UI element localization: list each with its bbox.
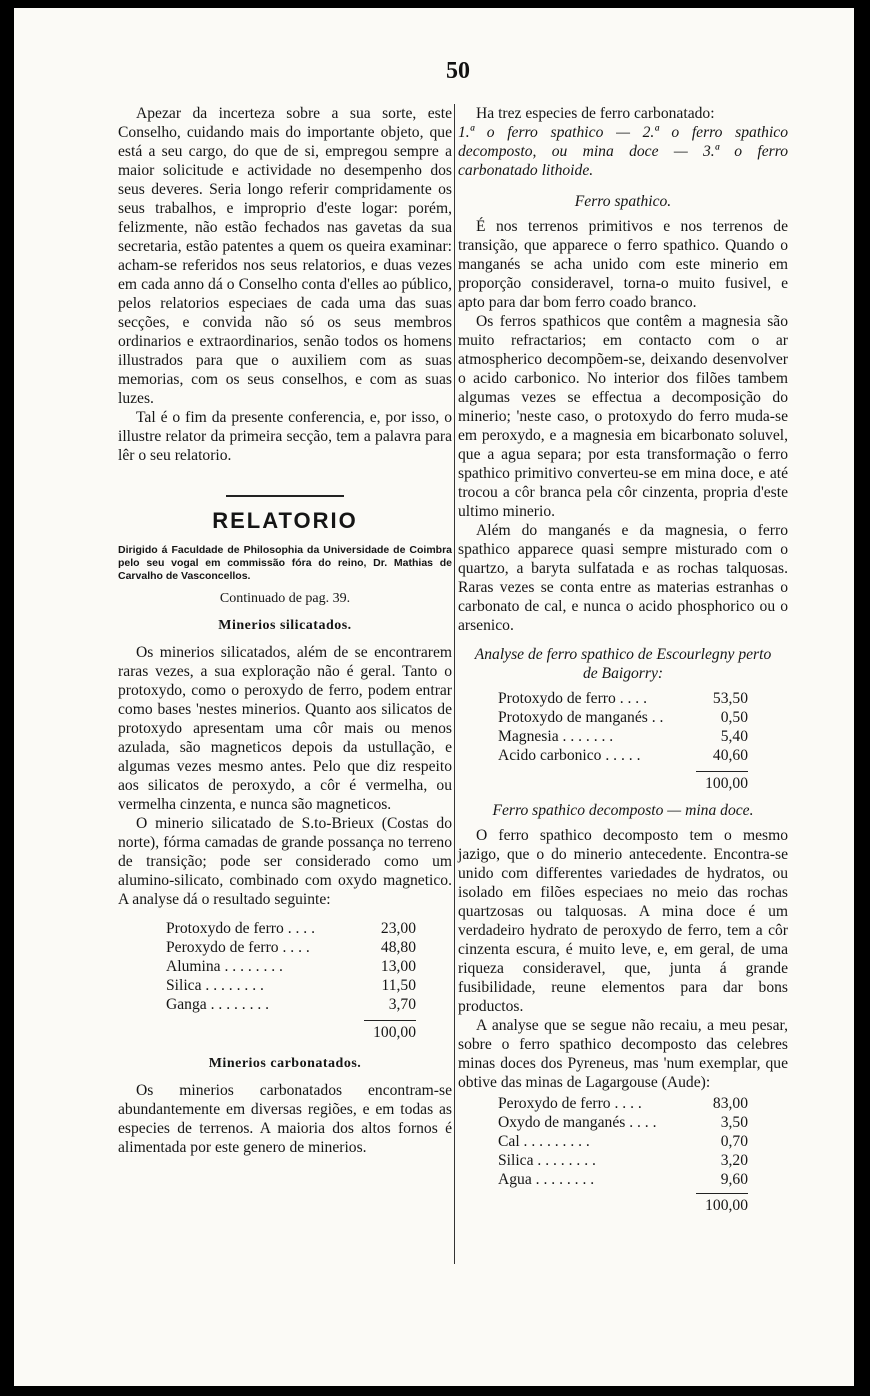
total-rule [696,1193,748,1194]
paragraph: Ha trez especies de ferro carbonatado: [476,105,715,122]
page [14,8,854,1386]
table-row: Protoxydo de ferro . . . . 53,50 [498,690,748,707]
table-row: Silica . . . . . . . . 11,50 [166,977,416,994]
analysis-total: 100,00 [373,1024,416,1041]
analysis-total: 100,00 [705,775,748,792]
paragraph: Os minerios carbonatados encontram-se abundantemente em diversas regiões, e em todas as especies de terrenos. A maioria dos altos fornos é alimentada por este genero de minerios. [118,1082,452,1156]
dirigido-note: Dirigido á Faculdade de Philosophia da Universidade de Coimbra pelo seu vogal em commissão fóra do reino, Dr. Mathias de Carvalho de Vasconcellos. [118,544,452,582]
section-heading-silicatados: Minerios silicatados. [218,618,352,633]
table-row: Protoxydo de ferro . . . . 23,00 [166,920,416,937]
table-row: Alumina . . . . . . . . 13,00 [166,958,416,975]
analysis-table-silicatado [166,919,416,1014]
left-column [118,104,452,1157]
table-row: Ganga . . . . . . . . 3,70 [166,996,416,1013]
paragraph: O ferro spathico decomposto tem o mesmo jazigo, que o do minerio antecedente. Encontra-se unido com differentes variedades de hydratos, ou isolado em filões especiaes no meio das rochas quartzosas ou talquosas. A mina doce é um verdadeiro hydrato de peroxydo de ferro, tem a côr cinzenta escura, é muito leve, e, em geral, de uma riqueza consideravel, que, junta á grande fusibilidade, reune elementos para dar bons productos. [458,827,788,1015]
table-row: Peroxydo de ferro . . . . 83,00 [498,1095,748,1112]
right-column [458,104,788,1215]
table-row: Protoxydo de manganés . . 0,50 [498,709,748,726]
table-row: Silica . . . . . . . . 3,20 [498,1152,748,1169]
paragraph: Os ferros spathicos que contêm a magnesia são muito refractarios; em contacto com o ar atmospherico decompõem-se, deixando desenvolver o acido carbonico. No interior dos filões tambem algumas vezes se effectua a decomposição do minerio; 'neste caso, o protoxydo do ferro muda-se em peroxydo, e a magnesia em bicarbonato soluvel, que a agua separa; por esta transformação o ferro spathico primitivo converteu-se em mina doce, e até trocou a côr branca pela côr cinzenta, propria d'este ultimo minerio. [458,313,788,520]
analysis-title-escourlegny: Analyse de ferro spathico de Escourlegny perto de Baigorry: [474,646,772,682]
separator-rule [226,495,344,497]
paragraph: A analyse que se segue não recaiu, a meu pesar, sobre o ferro spathico decomposto das celebres minas doces dos Pyreneus, mas 'num exemplar, que obtive das minas de Lagargouse (Aude): [458,1017,788,1091]
paragraph: Além do manganés e da magnesia, o ferro spathico apparece quasi sempre misturado com o quartzo, a baryta sulfatada e as rochas talquosas. Raras vezes se conta entre as materias estranhas o carbonato de cal, e nunca o acido phosphorico ou o arsenico. [458,522,788,634]
paragraph: Tal é o fim da presente conferencia, e, por isso, o illustre relator da primeira secção, tem a palavra para lêr o seu relatorio. [118,409,452,464]
total-rule [696,771,748,772]
page-number: 50 [446,58,470,84]
section-heading-carbonatados: Minerios carbonatados. [208,1056,362,1071]
heading-ferro-spathico: Ferro spathico. [574,193,672,210]
column-divider [454,104,455,1264]
table-row: Oxydo de manganés . . . . 3,50 [498,1114,748,1131]
table-row: Magnesia . . . . . . . 5,40 [498,728,748,745]
relatorio-title: RELATORIO [212,508,358,533]
analysis-table-spathico [498,689,748,765]
continuado-note: Continuado de pag. 39. [219,591,351,606]
analysis-table-mina-doce [498,1094,748,1189]
table-row: Acido carbonico . . . . . 40,60 [498,747,748,764]
especies-list: 1.ª o ferro spathico — 2.ª o ferro spathico decomposto, ou mina doce — 3.ª o ferro carbonatado lithoide. [458,124,788,179]
paragraph: Os minerios silicatados, além de se encontrarem raras vezes, a sua exploração não é geral. Tanto o protoxydo, como o peroxydo de ferro, podem entrar como bases 'nestes minerios. Quanto aos silicatos de protoxydo apresentam uma côr mais ou menos azulada, são magneticos depois da ustullação, e algumas vezes mesmo antes. Pelo que diz respeito aos silicatos de peroxydo, a côr é vermelha, ou vermelha cinzenta, e nunca são magneticos. [118,644,452,813]
total-rule [364,1020,416,1021]
table-row: Peroxydo de ferro . . . . 48,80 [166,939,416,956]
heading-mina-doce: Ferro spathico decomposto — mina doce. [492,802,754,819]
table-row: Cal . . . . . . . . . 0,70 [498,1133,748,1150]
paragraph: É nos terrenos primitivos e nos terrenos de transição, que apparece o ferro spathico. Quando o manganés se acha unido com este minerio em proporção consideravel, torna-o muito fusivel, e apto para dar bom ferro coado branco. [458,218,788,311]
paragraph: Apezar da incerteza sobre a sua sorte, este Conselho, cuidando mais do importante objeto, que está a seu cargo, do que de si, empregou sempre a maior solicitude e actividade no desempenho dos seus deveres. Seria longo referir compridamente os seus trabalhos, e improprio d'este logar: porém, felizmente, não estão fechados nas gavetas da sua secretaria, estão patentes a quem os queira examinar: acham-se referidos nos seus relatorios, e duas vezes em cada anno dá o Conselho conta d'elles ao público, pelos relatorios especiaes de cada uma das suas secções, e convida não só os seus membros ordinarios e extraordinarios, senão todos os homens illustrados para que o auxiliem com as suas memorias, com os seus conselhos, e com as suas luzes. [118,105,452,407]
table-row: Agua . . . . . . . . 9,60 [498,1171,748,1188]
analysis-total: 100,00 [705,1197,748,1214]
paragraph: O minerio silicatado de S.to-Brieux (Costas do norte), fórma camadas de grande possança no terreno de transição; pode ser considerado como um alumino-silicato, combinado com oxydo magnetico. A analyse dá o resultado seguinte: [118,815,452,908]
